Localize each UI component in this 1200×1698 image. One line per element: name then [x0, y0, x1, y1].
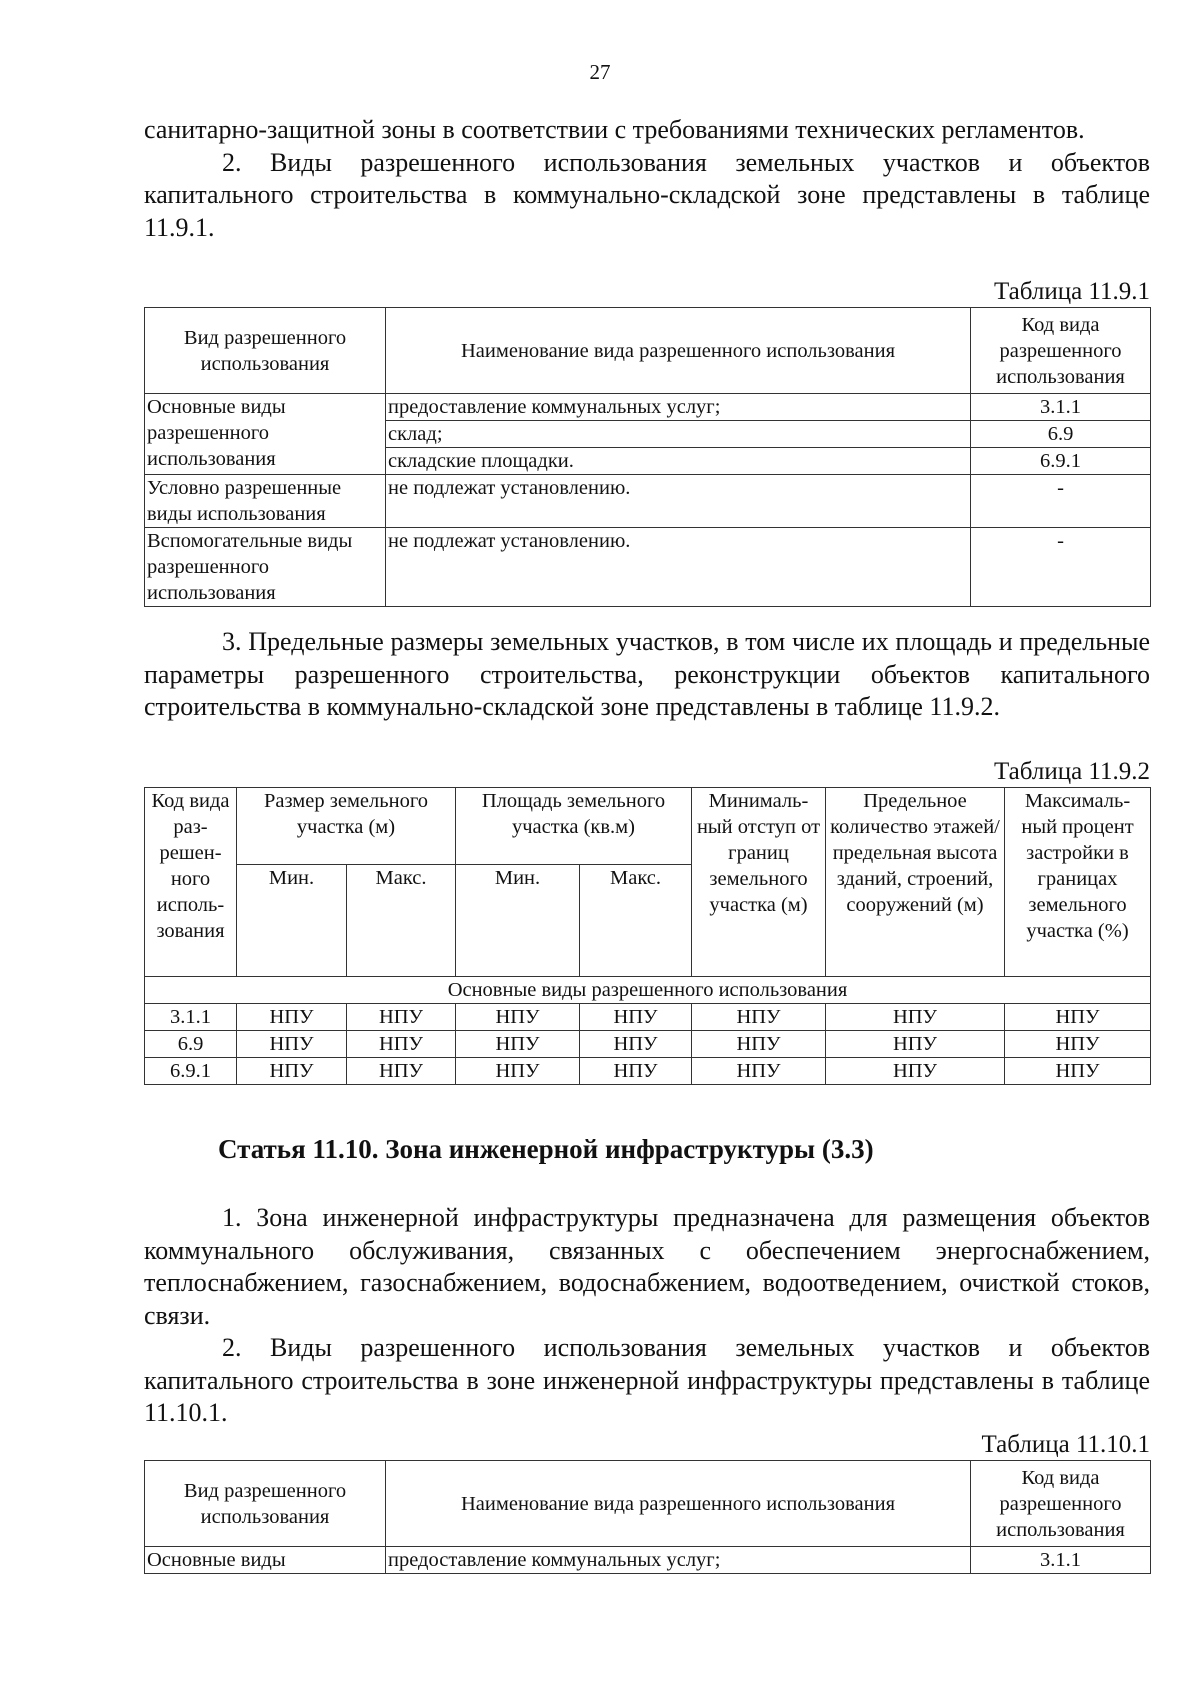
name-cell: предоставление коммунальных услуг;: [386, 394, 971, 421]
code-cell: -: [971, 475, 1151, 528]
header-name: Наименование вида разрешенного использования: [386, 308, 971, 394]
cell: НПУ: [826, 1031, 1005, 1058]
name-cell: предоставление коммунальных услуг;: [386, 1547, 971, 1574]
header-size-max: Макс.: [347, 865, 456, 977]
table-section-row: [145, 977, 1151, 1004]
table-row: [145, 1004, 1151, 1031]
paragraph-5: 2. Виды разрешенного использования земельных участков и объектов капитального строительства в зоне инженерной инфраструктуры представлены в таблице 11.10.1.: [144, 1333, 1150, 1427]
table-row: [145, 394, 1151, 421]
cell: НПУ: [1005, 1004, 1151, 1031]
table-row: [145, 475, 1151, 528]
header-code: Код вида раз- решен- ного исполь- зования: [145, 788, 237, 977]
cell: НПУ: [826, 1058, 1005, 1085]
group-cell: Основные виды: [145, 1547, 386, 1574]
code-cell: -: [971, 528, 1151, 607]
paragraph-4: 1. Зона инженерной инфраструктуры предназначена для размещения объектов коммунального обслуживания, связанных с обеспечением энергоснабжением, теплоснабжением, газоснабжением, водоснабжением, водоотведением, очисткой стоков, связи.: [144, 1203, 1150, 1330]
cell: НПУ: [347, 1058, 456, 1085]
cell: НПУ: [580, 1004, 692, 1031]
table-11-9-1-block: [144, 277, 1150, 607]
header-size-min: Мин.: [237, 865, 347, 977]
name-cell: не подлежат установлению.: [386, 528, 971, 607]
cell: НПУ: [347, 1004, 456, 1031]
header-max-coverage: Максималь- ный процент застройки в границах земельного участка (%): [1005, 788, 1151, 977]
paragraph-3-block: [144, 626, 1150, 724]
table-11-9-1: [144, 307, 1151, 607]
table-row: [145, 528, 1151, 607]
cell: НПУ: [580, 1058, 692, 1085]
table-11-10-1-block: [144, 1430, 1150, 1574]
group-cell: Вспомогательные виды разрешенного использования: [145, 528, 386, 607]
cell: НПУ: [456, 1058, 580, 1085]
cell: 3.1.1: [145, 1004, 237, 1031]
header-area-max: Макс.: [580, 865, 692, 977]
header-type: Вид разрешенного использования: [145, 308, 386, 394]
group-cell: Основные виды разрешенного использования: [145, 394, 386, 475]
cell: НПУ: [580, 1031, 692, 1058]
section-label: Основные виды разрешенного использования: [145, 977, 1151, 1004]
cell: НПУ: [237, 1058, 347, 1085]
table-row: [145, 1058, 1151, 1085]
cell: НПУ: [692, 1004, 826, 1031]
table-caption: Таблица 11.9.1: [994, 278, 1150, 305]
name-cell: складские площадки.: [386, 448, 971, 475]
table-caption: Таблица 11.9.2: [994, 758, 1150, 785]
header-area: Площадь земельного участка (кв.м): [456, 788, 692, 865]
header-code: Код вида разрешенного использования: [971, 1461, 1151, 1547]
table-row: [145, 1031, 1151, 1058]
cell: НПУ: [456, 1004, 580, 1031]
header-type: Вид разрешенного использования: [145, 1461, 386, 1547]
table-row: [145, 1547, 1151, 1574]
header-max-floors: Предельное количество этажей/ предельная высота зданий, строений, сооружений (м): [826, 788, 1005, 977]
cell: НПУ: [237, 1004, 347, 1031]
header-min-setback: Минималь- ный отступ от границ земельного участка (м): [692, 788, 826, 977]
code-cell: 6.9.1: [971, 448, 1151, 475]
code-cell: 3.1.1: [971, 394, 1151, 421]
header-area-min: Мин.: [456, 865, 580, 977]
page-number: 27: [589, 60, 611, 84]
cell: 6.9: [145, 1031, 237, 1058]
paragraph-intro: санитарно-защитной зоны в соответствии с требованиями технических регламентов.: [144, 115, 1085, 144]
cell: 6.9.1: [145, 1058, 237, 1085]
article-heading: Статья 11.10. Зона инженерной инфраструктуры (3.3): [218, 1134, 874, 1164]
cell: НПУ: [826, 1004, 1005, 1031]
code-cell: 6.9: [971, 421, 1151, 448]
cell: НПУ: [347, 1031, 456, 1058]
header-name: Наименование вида разрешенного использования: [386, 1461, 971, 1547]
header-size: Размер земельного участка (м): [237, 788, 456, 865]
group-cell: Условно разрешенные виды использования: [145, 475, 386, 528]
paragraph-3: 3. Предельные размеры земельных участков, в том числе их площадь и предельные параметры разрешенного строительства, реконструкции объектов капитального строительства в коммунально-складской зоне представлены в таблице 11.9.2.: [144, 627, 1150, 721]
table-header-row: [145, 788, 1151, 865]
table-header-row: [145, 308, 1151, 394]
cell: НПУ: [456, 1031, 580, 1058]
paragraph-2: 2. Виды разрешенного использования земельных участков и объектов капитального строительства в коммунально-складской зоне представлены в таблице 11.9.1.: [144, 147, 1150, 242]
name-cell: склад;: [386, 421, 971, 448]
cell: НПУ: [1005, 1058, 1151, 1085]
table-11-9-2: [144, 787, 1151, 1085]
table-caption: Таблица 11.10.1: [981, 1431, 1150, 1458]
table-header-row: [145, 1461, 1151, 1547]
cell: НПУ: [237, 1031, 347, 1058]
table-11-10-1: [144, 1460, 1151, 1574]
name-cell: не подлежат установлению.: [386, 475, 971, 528]
cell: НПУ: [1005, 1031, 1151, 1058]
header-code: Код вида разрешенного использования: [971, 308, 1151, 394]
article-body: [144, 1202, 1150, 1430]
cell: НПУ: [692, 1031, 826, 1058]
intro-block: [144, 114, 1150, 244]
code-cell: 3.1.1: [971, 1547, 1151, 1574]
table-11-9-2-block: [144, 757, 1150, 1085]
cell: НПУ: [692, 1058, 826, 1085]
